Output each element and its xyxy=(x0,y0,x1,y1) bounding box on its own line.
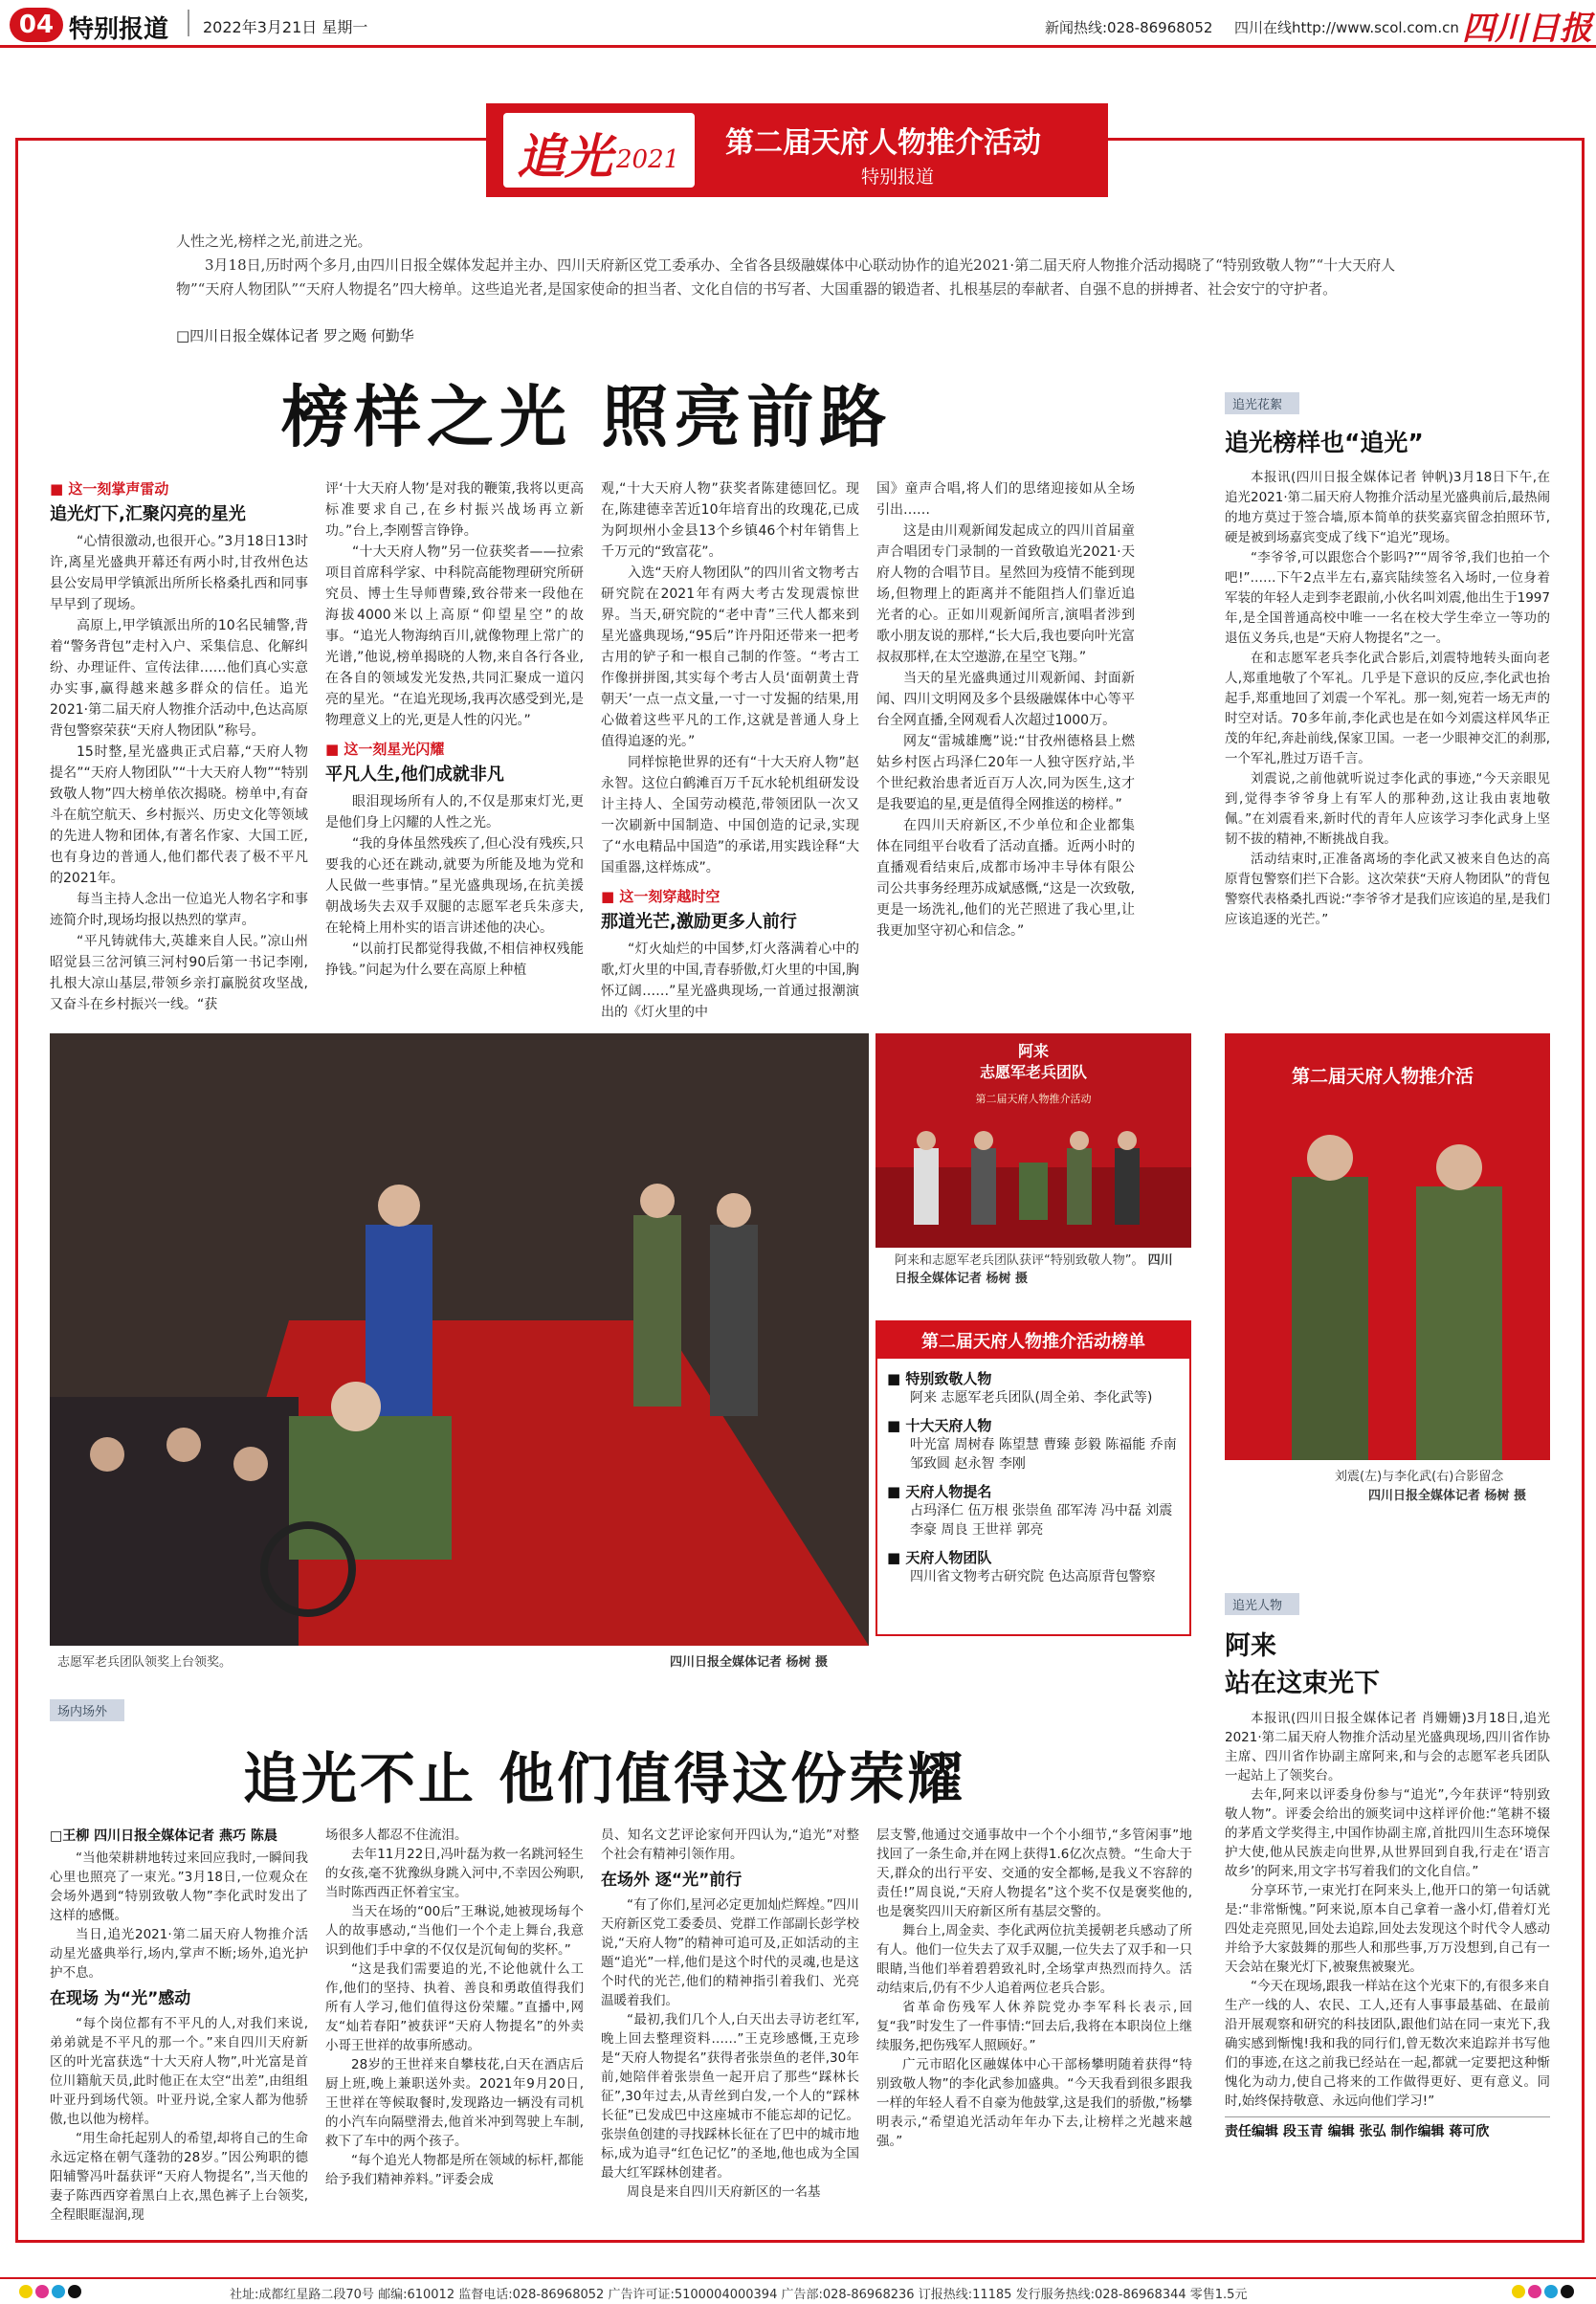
article-col-1 xyxy=(50,478,308,1015)
sidebar-story-2 xyxy=(1225,1593,1550,2140)
paragraph: 本报讯(四川日报全媒体记者 肖姗姗)3月18日,追光2021·第二届天府人物推介活动星光盛典现场,四川省作协主席、四川省作协副主席阿来,和与会的志愿军老兵团队一起站上了领奖台。 xyxy=(1225,1711,1550,1783)
main-headline: 榜样之光 照亮前路 xyxy=(281,378,893,456)
list-group xyxy=(887,1481,1180,1540)
photo-credit: 四川日报全媒体记者 杨树 摄 xyxy=(1368,1489,1527,1503)
paragraph: 在四川天府新区,不少单位和企业都集体在同组平台收看了活动直播。近两小时的直播观看结束后,成都市场冲丰导体有限公司公共事务经理苏成斌感慨,“这是一次致敬,更是一场洗礼,他们的光芒照进了我心里,让我更加坚守初心和信念。” xyxy=(876,818,1135,939)
paragraph: 在和志愿军老兵李化武合影后,刘震特地转头面向老人,郑重地敬了个军礼。几乎是下意识的反应,李化武也抬起手,郑重地回了刘震一个军礼。那一刻,宛若一场无声的时空对话。70多年前,李化武也是在如今刘震这样风华正茂的年纪,奔赴前线,保家卫国。一老一少眼神交汇的刹那,一个军礼,胜过万语千言。 xyxy=(1225,651,1550,766)
list-group-label: ■ 特别致敬人物 xyxy=(887,1370,992,1387)
bottom-byline: □王柳 四川日报全媒体记者 燕巧 陈晨 xyxy=(50,1828,277,1844)
paragraph: “李爷爷,可以跟您合个影吗?”“周爷爷,我们也拍一个吧!”……下午2点半左右,嘉宾陆续签名入场时,一位身着军装的年轻人走到李老跟前,小伙名叫刘震,他出生于1997年,是全国普通高校中唯一一名在校大学生牵立一等功的退伍义务兵,也是“天府人物提名”之一。 xyxy=(1225,550,1550,646)
paragraph: 评‘十大天府人物’是对我的鞭策,我将以更高标准要求自己,在乡村振兴战场再立新功。”台上,李刚誓言铮铮。 xyxy=(325,481,584,539)
event-banner xyxy=(486,103,1108,197)
sidebar-title: 阿来 xyxy=(1225,1631,1276,1661)
subheading: 平凡人生,他们成就非凡 xyxy=(325,764,504,785)
paragraph: “今天在现场,跟我一样站在这个光束下的,有很多来自生产一线的人、农民、工人,还有人事事最基础、在最前沿开展观察和研究的科技团队,跟他们站在同一束光下,我确实感到惭愧!我和我的同行们,曾无数次来追踪并书写他们的事迹,在这之前我已经站在一起,都就一定要把这种惭愧化为动力,使自己将来的工作做得更好、更有意义。同时,始终保持敬意、永远向他们学习!” xyxy=(1225,1979,1550,2109)
article-col-3 xyxy=(601,478,859,1023)
paragraph: “十大天府人物”另一位获奖者——拉索项目首席科学家、中科院高能物理研究所研究员、博士生导师曹臻,致谷带来一段他在海拔4000米以上高原“仰望星空”的故事。“追光人物海纳百川,就像物理上常广的光谱,”他说,榜单揭晓的人物,来自各行各业,在各自的领域发光发热,共同汇聚成一道闪亮的星光。“在追光现场,我再次感受到光,是物理意义上的光,更是人性的闪光。” xyxy=(325,544,584,728)
logo-year: 2021 xyxy=(616,145,680,174)
paragraph: “灯火灿烂的中国梦,灯火落满着心中的歌,灯火里的中国,青春骄傲,灯火里的中国,胸怀辽阔……”星光盛典现场,一首通过报潮演出的《灯火里的中 xyxy=(601,942,859,1020)
paragraph: 当天在场的“00后”王琳说,她被现场每个人的故事感动,“当他们一个个走上舞台,我意识到他们手中拿的不仅仅是沉甸甸的奖杯。” xyxy=(325,1904,584,1958)
paragraph: 去年11月22日,冯叶磊为救一名跳河轻生的女孩,毫不犹豫纵身跳入河中,不幸因公殉职,当时陈西西正怀着宝宝。 xyxy=(325,1847,584,1900)
award-list-box xyxy=(876,1320,1191,1636)
screen-title: 阿来 志愿军老兵团队 xyxy=(979,1042,1087,1081)
list-group xyxy=(887,1547,1180,1586)
list-group-label: ■ 天府人物提名 xyxy=(887,1483,992,1500)
photo-caption: 刘震(左)与李化武(右)合影留念 xyxy=(1335,1470,1504,1484)
paragraph: 高原上,甲学镇派出所的10名民辅警,背着“警务背包”走村入户、采集信息、化解纠纷、办理证件、宣传法律……他们真心实意办实事,赢得越来越多群众的信任。追光2021·第二届天府人物推介活动中,色达高原背包警察荣获“天府人物团队”称号。 xyxy=(50,618,308,739)
section-name: 特别报道 xyxy=(69,15,169,44)
sidebar-tag: 追光花絮 xyxy=(1225,392,1299,414)
paragraph: 省革命伤残军人休养院党办李军科长表示,回复“我”时发生了一件事情:“回去后,我将在本职岗位上继续服务,把伤残军人照顾好。” xyxy=(876,2000,1192,2053)
page-number: 04 xyxy=(10,8,63,42)
section-heading: ■ 这一刻掌声雷动 xyxy=(50,480,169,498)
paragraph: 眼泪现场所有人的,不仅是那束灯光,更是他们身上闪耀的人性之光。 xyxy=(325,794,584,831)
subheading: 在场外 逐“光”前行 xyxy=(601,1871,743,1890)
page-footer xyxy=(0,2277,1596,2304)
color-registration-marks xyxy=(19,2284,84,2298)
paragraph: 当日,追光2021·第二届天府人物推介活动星光盛典举行,场内,掌声不断;场外,追光护护不息。 xyxy=(50,1927,308,1981)
intro-block xyxy=(176,230,1420,301)
subheading: 在现场 为“光”感动 xyxy=(50,1989,191,2008)
paragraph: “每个岗位都有不平凡的人,对我们来说,弟弟就是不平凡的那一个。”来自四川天府新区的叶光富获选“十大天府人物”,叶光富是首位川籍航天员,此时他正在太空“出差”,由组组叶亚丹到场代领。叶亚丹说,全家人都为他骄傲,也以他为榜样。 xyxy=(50,2016,308,2127)
paragraph: 去年,阿来以评委身份参与“追光”,今年获评“特别致敬人物”。评委会给出的颁奖词中这样评价他:“笔耕不辍的茅盾文学奖得主,中国作协副主席,首批四川生态环境保护大使,他从民族走向世界,从世界回到自我,行走在‘语言故乡’的阿来,用文字书写着我们的文化自信。” xyxy=(1225,1787,1550,1879)
paragraph: 员、知名文艺评论家何开四认为,“追光”对整个社会有精神引领作用。 xyxy=(601,1828,859,1862)
issue-date: 2022年3月21日 星期一 xyxy=(203,18,368,36)
color-registration-marks xyxy=(1512,2284,1577,2298)
paragraph: 15时整,星光盛典正式启幕,“天府人物提名”“天府人物团队”“十大天府人物”“特别致敬人物”四大榜单依次揭晓。榜单中,有奋斗在航空航天、乡村振兴、历史文化等领域的先进人物和团体,有著名作家、大国工匠,也有身边的普通人,他们都代表了极不平凡的2021年。 xyxy=(50,744,308,886)
paragraph: “以前打民都觉得我做,不相信神权残能挣钱。”问起为什么要在高原上种植 xyxy=(325,942,584,978)
bottom-col-4 xyxy=(876,1826,1192,2151)
photo-caption: 阿来和志愿军老兵团队获评“特别致敬人物”。 四川日报全媒体记者 杨树 摄 xyxy=(895,1253,1173,1286)
paragraph: 入选“天府人物团队”的四川省文物考古研究院在2021年有两大考古发现震惊世界。当天,研究院的“老中青”三代人都来到星光盛典现场,“95后”许丹阳还带来一把考古用的铲子和一根自己制的作签。“考古工作像拼拼图,其实每个考古人员‘面朝黄土背朝天’一点一点文量,一寸一寸发掘的结果,用心做着这些平凡的工作,这就是普通人身上值得追逐的光。” xyxy=(601,565,859,749)
list-groups xyxy=(877,1359,1189,1600)
photo-award-ceremony xyxy=(50,1033,869,1646)
photo-caption: 志愿军老兵团队领奖上台领奖。 xyxy=(57,1655,233,1670)
paragraph: “心情很激动,也很开心。”3月18日13时许,离星光盛典开幕还有两小时,甘孜州色达县公安局甲学镇派出所所长格桑扎西和同事早早到了现场。 xyxy=(50,534,308,612)
sidebar-title: 追光榜样也“追光” xyxy=(1225,429,1424,456)
paragraph: 同样惊艳世界的还有“十大天府人物”赵永智。这位白鹤滩百万千瓦水轮机组研发设计主持人、全国劳动模范,带领团队一次又一次刷新中国制造、中国创造的记录,实现了“水电精品中国造”的承诺,用实践诠释“大国重器,这样炼成”。 xyxy=(601,755,859,875)
paragraph: 28岁的王世祥来自攀枝花,白天在酒店后厨上班,晚上兼职送外卖。2021年9月20日,王世祥在等候取餐时,发现路边一辆没有司机的小汽车向隔壁滑去,他首米冲到驾驶上车制,救下了车中的两个孩子。 xyxy=(325,2057,584,2149)
news-hotline: 新闻热线:028-86968052 xyxy=(1045,19,1213,36)
paragraph: “有了你们,星河必定更加灿烂辉煌。”四川天府新区党工委委员、党群工作部副长彭学校说,“天府人物”的精神可追可及,正如活动的主题“追光”一样,他们是这个时代的灵魂,也是这个时代的光芒,他们的精神指引着我们、光亮温暖着我们。 xyxy=(601,1897,859,2008)
paragraph: “平凡铸就伟大,英雄来自人民。”凉山州昭觉县三岔河镇三河村90后第一书记李刚,扎根大凉山基层,带领乡亲打赢脱贫攻坚战,又奋斗在乡村振兴一线。“获 xyxy=(50,934,308,1012)
sidebar-title-2: 站在这束光下 xyxy=(1225,1669,1380,1698)
section-heading: ■ 这一刻星光闪耀 xyxy=(325,741,445,758)
paragraph: “当他荣耕耕地转过来回应我时,一瞬间我心里也照亮了一束光。”3月18日,一位观众在会场外遇到“特别致敬人物”李化武时发出了这样的感慨。 xyxy=(50,1850,308,1923)
subheading: 那道光芒,激励更多人前行 xyxy=(601,912,797,932)
backdrop-text: 第二届天府人物推介活 xyxy=(1292,1066,1474,1087)
screen-subtitle: 第二届天府人物推介活动 xyxy=(975,1093,1092,1105)
list-title: 第二届天府人物推介活动榜单 xyxy=(877,1322,1189,1359)
paragraph: 分享环节,一束光打在阿来头上,他开口的第一句话就是:“非常惭愧。”阿来说,原本自己拿着一盏小灯,借着灯光四处走亮照见,回处去追踪,回处去发现这个时代令人感动并给予大家鼓舞的那些人和那些事,万万没想到,自己有一天会站在聚光灯下,被聚焦被聚光。 xyxy=(1225,1883,1550,1975)
section-heading: ■ 这一刻穿越时空 xyxy=(601,888,720,905)
list-group-names: 占玛泽仁 伍万根 张崇鱼 邵军涛 冯中磊 刘震 李豪 周良 王世祥 郭亮 xyxy=(910,1503,1173,1538)
paragraph: 国》童声合唱,将人们的思绪迎接如从全场引出…… xyxy=(876,481,1135,518)
intro-body: 3月18日,历时两个多月,由四川日报全媒体发起并主办、四川天府新区党工委承办、全省各县级融媒体中心联动协作的追光2021·第二届天府人物推介活动揭晓了“特别致敬人物”“十大天府人物”“天府人物团队”“天府人物提名”四大榜单。这些追光者,是国家使命的担当者、文化自信的书写者、大国重器的锻造者、扎根基层的奉献者、自强不息的拼搏者、社会安宁的守护者。 xyxy=(176,256,1396,298)
photo-illustration xyxy=(50,1033,869,1646)
sidebar-story-1 xyxy=(1225,392,1550,930)
page-header xyxy=(0,0,1596,48)
paragraph: 层支警,他通过交通事故中一个个小细节,“多管闲事”地找回了一条生命,并在网上获得1.6亿次点赞。“生命大于天,群众的出行平安、交通的安全都畅,是我义不容辞的责任!”周良说,“天府人物提名”这个奖不仅是褒奖他的,也是褒奖四川天府新区所有基层交警的。 xyxy=(876,1828,1192,1919)
paragraph: 刘震说,之前他就听说过李化武的事迹,“今天亲眼见到,觉得李爷爷身上有军人的那种劲,这让我由衷地敬佩。”在刘震看来,新时代的青年人应该学习李化武身上坚韧不拔的精神,不断挑战自我。 xyxy=(1225,771,1550,847)
paragraph: 本报讯(四川日报全媒体记者 钟帆)3月18日下午,在追光2021·第二届天府人物推介活动星光盛典前后,最热闹的地方莫过于签合墙,原本简单的获奖嘉宾留念拍照环节,硬是被到场嘉宾变成了线下“追光”现场。 xyxy=(1225,470,1550,545)
footer-info: 社址:成都红星路二段70号 邮编:610012 监督电话:028-86968052 广告许可证:5100004000394 广告部:028-86968236 订报热线:11185 发行服务热线:028-86968344 零售1.5元 xyxy=(230,2288,1248,2302)
paragraph: 场很多人都忍不住流泪。 xyxy=(325,1828,468,1843)
list-group-label: ■ 天府人物团队 xyxy=(887,1549,992,1566)
photo-laureates xyxy=(876,1033,1191,1248)
photo-illustration xyxy=(876,1033,1191,1248)
photo-credit: 四川日报全媒体记者 杨树 摄 xyxy=(670,1655,829,1670)
paragraph: 周良是来自四川天府新区的一名基 xyxy=(627,2184,821,2200)
photo-illustration xyxy=(1225,1033,1550,1460)
paragraph: 网友“雷城雄鹰”说:“甘孜州德格县上燃姑乡村医占玛泽仁20年一人独守医疗站,半个世纪救治患者近百万人次,同为医生,这才是我要追的星,更是值得全网推送的榜样。” xyxy=(876,734,1135,812)
list-group-names: 叶光富 周树春 陈望慧 曹臻 彭毅 陈福能 乔南 邹致圆 赵永智 李刚 xyxy=(910,1437,1177,1472)
bottom-tag: 场内场外 xyxy=(50,1699,124,1721)
list-group-names: 阿来 志愿军老兵团队(周全弟、李化武等) xyxy=(910,1390,1153,1406)
paragraph: “每个追光人物都是所在领域的标杆,都能给予我们精神养料。”评委会成 xyxy=(325,2153,584,2187)
bottom-col-2 xyxy=(325,1826,584,2189)
sidebar-tag: 追光人物 xyxy=(1225,1593,1299,1615)
list-group xyxy=(887,1368,1180,1407)
second-headline: 追光不止 他们值得这份荣耀 xyxy=(243,1746,966,1811)
logo-box xyxy=(503,113,695,188)
list-group-names: 四川省文物考古研究院 色达高原背包警察 xyxy=(910,1569,1156,1584)
intro-line: 人性之光,榜样之光,前进之光。 xyxy=(176,233,372,250)
editor-credits: 责任编辑 段玉青 编辑 张弘 制作编辑 蒋可欣 xyxy=(1225,2116,1550,2140)
article-col-4 xyxy=(876,478,1135,942)
paragraph: “这是我们需要追的光,不论他就什么工作,他们的坚持、执着、善良和勇敢值得我们所有人学习,他们值得这份荣耀。”直播中,网友“灿若春阳”被获评“天府人物提名”的外卖小哥王世祥的故事所感动。 xyxy=(325,1961,584,2053)
paragraph: 当天的星光盛典通过川观新闻、封面新闻、四川文明网及多个县级融媒体中心等平台全网直播,全网观看人次超过1000万。 xyxy=(876,671,1135,728)
article-col-2 xyxy=(325,478,584,981)
paragraph: “用生命托起别人的希望,却将自己的生命永远定格在朝气蓬勃的28岁。”因公殉职的德阳辅警冯叶磊获评“天府人物提名”,当天他的妻子陈西西穿着黑白上衣,黑色裤子上台领奖,全程眼眶湿润,现 xyxy=(50,2131,308,2223)
masthead-logo: 四川日报 xyxy=(1462,10,1592,48)
logo-main: 追光 xyxy=(517,128,612,185)
photo-salute xyxy=(1225,1033,1550,1460)
paragraph: “最初,我们几个人,白天出去寻访老红军,晚上回去整理资料……”王克珍感慨,王克珍是“天府人物提名”获得者张崇鱼的老伴,30年前,她陪伴着张崇鱼一起开启了那些“踩林长征”,30年过去,从青丝到白发,一个人的“踩林长征”已发成巴中这座城市不能忘却的记忆。张崇鱼创建的寻找踩林长征在了巴中的城市地标,成为追寻“红色记忆”的圣地,他也成为全国最大红军踩林创建者。 xyxy=(601,2012,859,2181)
paragraph: 这是由川观新闻发起成立的四川首届童声合唱团专门录制的一首致敬追光2021·天府人物的合唱节目。星然回为疫情不能到现场,但物理上的距离并不能阻挡人们靠近追光者的心。正如川观新闻所言,演唱者涉到歌小朋友说的那样,“长大后,我也要向叶光富叔叔那样,在太空遨游,在星空飞翔。” xyxy=(876,523,1135,665)
paragraph: 舞台上,周金卖、李化武两位抗美援朝老兵感动了所有人。他们一位失去了双手双腿,一位失去了双手和一只眼睛,当他们举着碧碧致礼时,全场掌声热烈而持久。活动结束后,仍有不少人追着两位老兵合影。 xyxy=(876,1923,1192,1996)
paragraph: “我的身体虽然残疾了,但心没有残疾,只要我的心还在跳动,就要为所能及地为党和人民做一些事情。”星光盛典现场,在抗美援朝战场失去双手双腿的志愿军老兵朱彦夫,在轮椅上用朴实的语言讲述他的决心。 xyxy=(325,836,584,936)
website[interactable]: 四川在线http://www.scol.com.cn xyxy=(1234,19,1459,36)
paragraph: 活动结束时,正准备离场的李化武又被来自色达的高原背包警察们拦下合影。这次荣获“天府人物团队”的背包警察代表格桑扎西说:“李爷爷才是我们应该追的星,是我们应该追逐的光芒。” xyxy=(1225,852,1550,927)
banner-subtitle: 特别报道 xyxy=(861,166,935,188)
paragraph: 广元市昭化区融媒体中心干部杨攀明随着获得“特别致敬人物”的李化武参加盛典。“今天我看到很多跟我一样的年轻人看不自豪为他鼓掌,这是我们的骄傲,”杨攀明表示,“希望追光活动年年办下去,让榜样之光越来越强。” xyxy=(876,2057,1192,2149)
list-group xyxy=(887,1415,1180,1473)
list-group-label: ■ 十大天府人物 xyxy=(887,1417,992,1434)
bottom-col-1 xyxy=(50,1826,308,2225)
paragraph: 每当主持人念出一位追光人物名字和事迹简介时,现场均报以热烈的掌声。 xyxy=(50,892,308,928)
bottom-col-3 xyxy=(601,1826,859,2202)
banner-title: 第二届天府人物推介活动 xyxy=(725,126,1041,160)
divider xyxy=(188,10,189,36)
subheading: 追光灯下,汇聚闪亮的星光 xyxy=(50,504,246,524)
intro-byline: □四川日报全媒体记者 罗之飏 何勤华 xyxy=(176,327,414,344)
paragraph: 观,“十大天府人物”获奖者陈建德回忆。现在,陈建德幸苦近10年培育出的玫瑰花,已成为阿坝州小金县13个乡镇46个村年销售上千万元的“致富花”。 xyxy=(601,481,859,560)
